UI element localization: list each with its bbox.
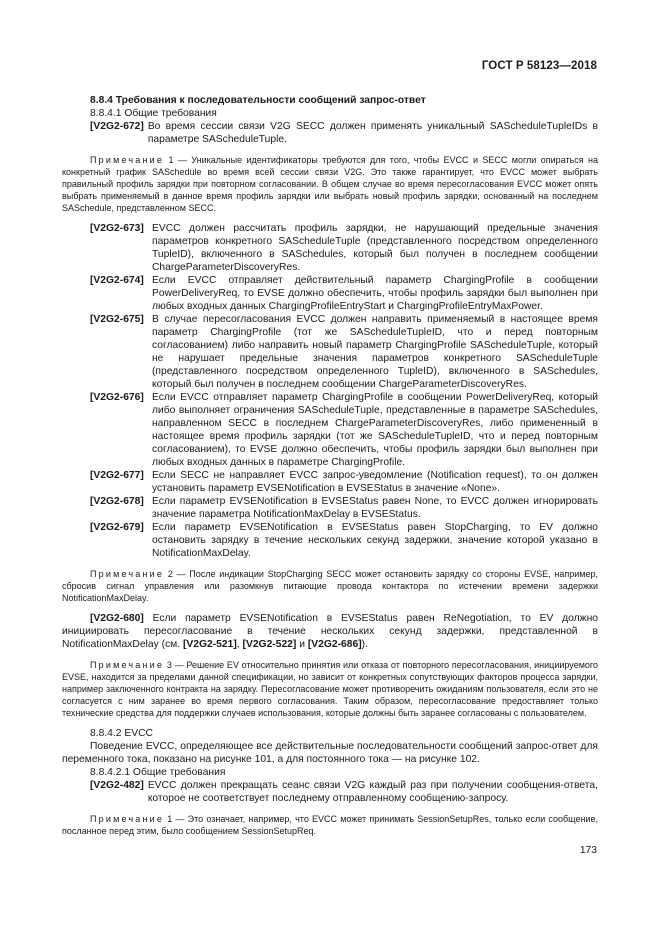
subsection-title: 8.8.4.2 EVCC <box>90 728 153 739</box>
requirement-id: [V2G2-679] <box>90 522 144 533</box>
note-2 <box>62 568 598 604</box>
requirement-674 <box>90 274 598 313</box>
requirement-text: Если параметр EVSENotification в EVSEStatus равен ReNegotiation, то EV должно инициировать пересогласование в течение нескольких секунд задержки, представленной в NotificationMaxDelay (см. <box>62 613 598 650</box>
requirement-id: [V2G2-680] <box>90 613 144 624</box>
separator: ). <box>361 639 368 650</box>
requirement-text: Если параметр EVSENotification в EVSEStatus равен None, то EVCC должен игнорировать значение параметра NotificationMaxDelay в EVSEStatus. <box>152 496 598 520</box>
requirement-id: [V2G2-674] <box>90 275 144 286</box>
requirement-id: [V2G2-672] <box>90 121 144 132</box>
requirement-677 <box>90 469 598 495</box>
note-text: 1 — Уникальные идентификаторы требуются для того, чтобы EVCC и SECC могли опираться на конкретный график SASchedule во время всей сессии связи V2G. Это также гарантирует, что EVCC может выбрать правильный профиль зарядки при повторном согласовании. В общем случае во время пересогласования EVCC может опять выбрать применяемый в данное время профиль зарядки или выбрать новый профиль зарядки, основанный на последнем SASchedule, представленном SECC. <box>62 155 598 213</box>
requirement-676 <box>90 391 598 469</box>
subsection-title: 8.8.4.2.1 Общие требования <box>90 767 226 778</box>
note-text: 2 — После индикации StopCharging SECC может остановить зарядку со стороны EVSE, например, сбросив сигнал управления или разомкнув питающие провода контактора по истечении времени задержки NotificationMaxDelay. <box>62 569 598 603</box>
requirement-id: [V2G2-676] <box>90 392 144 403</box>
requirement-672 <box>90 120 598 146</box>
requirement-text: Если EVCC отправляет действительный параметр ChargingProfile в сообщении PowerDeliveryReq, то EVSE должно обеспечить, чтобы профиль зарядки был выполнен при любых входных данных ChargingProfileEntryStart и ChargingProfileEntryMaxPower. <box>152 275 598 312</box>
separator: и <box>299 639 305 650</box>
note-1 <box>62 154 598 214</box>
requirement-680 <box>62 612 598 651</box>
requirement-text: EVCC должен рассчитать профиль зарядки, не нарушающий предельные значения параметров конкретного SAScheduleTuple (представленного посредством определенного TupleID), включенного в SASchedules, который был получен в последнем сообщении ChargeParameterDiscoveryRes. <box>152 223 598 273</box>
requirement-id: [V2G2-675] <box>90 314 144 325</box>
note-label: Примечание <box>90 569 165 579</box>
requirement-678 <box>90 495 598 521</box>
page-number: 173 <box>579 845 597 856</box>
requirement-id: [V2G2-677] <box>90 470 144 481</box>
page-body <box>62 94 598 837</box>
requirement-text: Если EVCC отправляет параметр ChargingProfile в сообщении PowerDeliveryReq, который либо выполняет ограничения SAScheduleTuple, представленные в параметре SASchedules, направленном SECC в последнем ChargeParameterDiscoveryRes, либо примененный в настоящее время профиль зарядки (тот же SAScheduleTupleID, что и перед повторным согласованием), то EVSE должно обеспечить, чтобы профиль зарядки был выполнен при любых входных данных в параметре ChargingProfile. <box>152 392 598 468</box>
section-title: 8.8.4 Требования к последовательности сообщений запрос-ответ <box>90 95 426 106</box>
standard-header: ГОСТ Р 58123—2018 <box>481 60 597 72</box>
note-label: Примечание <box>90 660 165 670</box>
reference-link[interactable]: [V2G2-521] <box>182 639 237 650</box>
requirement-id: [V2G2-482] <box>90 780 144 791</box>
requirement-text: В случае пересогласования EVCC должен направить применяемый в настоящее время параметр ChargingProfile (тот же SAScheduleTupleID, что и перед повторным согласованием) либо направить новый параметр ChargingProfile SAScheduleTuple, который не нарушает предельные значения параметров конкретного SAScheduleTuple (представленного посредством определенного TupleID), включенного в SASchedules, который был получен в последнем сообщении ChargeParameterDiscoveryRes. <box>152 314 598 390</box>
requirement-482 <box>90 779 598 805</box>
reference-link[interactable]: [V2G2-522] <box>242 639 297 650</box>
requirement-text: Во время сессии связи V2G SECC должен применять уникальный SAScheduleTupleIDs в параметре SAScheduleTuple. <box>147 121 598 145</box>
requirement-id: [V2G2-673] <box>90 223 144 234</box>
requirement-679 <box>90 521 598 560</box>
requirement-text: Если параметр EVSENotification в EVSEStatus равен StopCharging, то EV должно остановить зарядку в течение нескольких секунд задержки, значение которой указано в NotificationMaxDelay. <box>152 522 598 559</box>
requirement-675 <box>90 313 598 391</box>
paragraph: Поведение EVCC, определяющее все действительные последовательности сообщений запрос-ответ для переменного тока, показано на рисунке 101, а для постоянного тока — на рисунке 102. <box>62 741 598 765</box>
note-4 <box>62 813 598 837</box>
note-text: 3 — Решение EV относительно принятия или отказа от повторного пересогласования, инициируемого EVSE, находится за пределами данной спецификации, но зависит от конкретных сопутствующих факторов процесса зарядки, например заключенного контракта на зарядку. Пересогласование может противоречить ожиданиям пользователя, если это не согласуется с ним заранее во время первого согласования. Таким образом, пересогласование предоставляет только технические средства для поддержки случаев использования, которые должны быть заранее согласованы с пользователем. <box>62 660 598 718</box>
subsection-title: 8.8.4.1 Общие требования <box>90 108 217 119</box>
note-label: Примечание <box>90 155 165 165</box>
requirement-673 <box>90 222 598 274</box>
note-3 <box>62 659 598 719</box>
requirement-id: [V2G2-678] <box>90 496 144 507</box>
requirement-text: Если SECC не направляет EVCC запрос-уведомление (Notification request), то он должен установить параметр EVSENotification в EVSEStatus в значение «None». <box>152 470 598 494</box>
reference-link[interactable]: [V2G2-686] <box>307 639 362 650</box>
separator: , <box>236 639 240 650</box>
note-label: Примечание <box>90 814 165 824</box>
note-text: 1 — Это означает, например, что EVCC может принимать SessionSetupRes, только если сообщение, посланное перед этим, было сообщением SessionSetupReq. <box>62 814 598 836</box>
requirement-text: EVCC должен прекращать сеанс связи V2G каждый раз при получении сообщения-ответа, которое не соответствует последнему отправленному сообщению-запросу. <box>147 780 598 804</box>
